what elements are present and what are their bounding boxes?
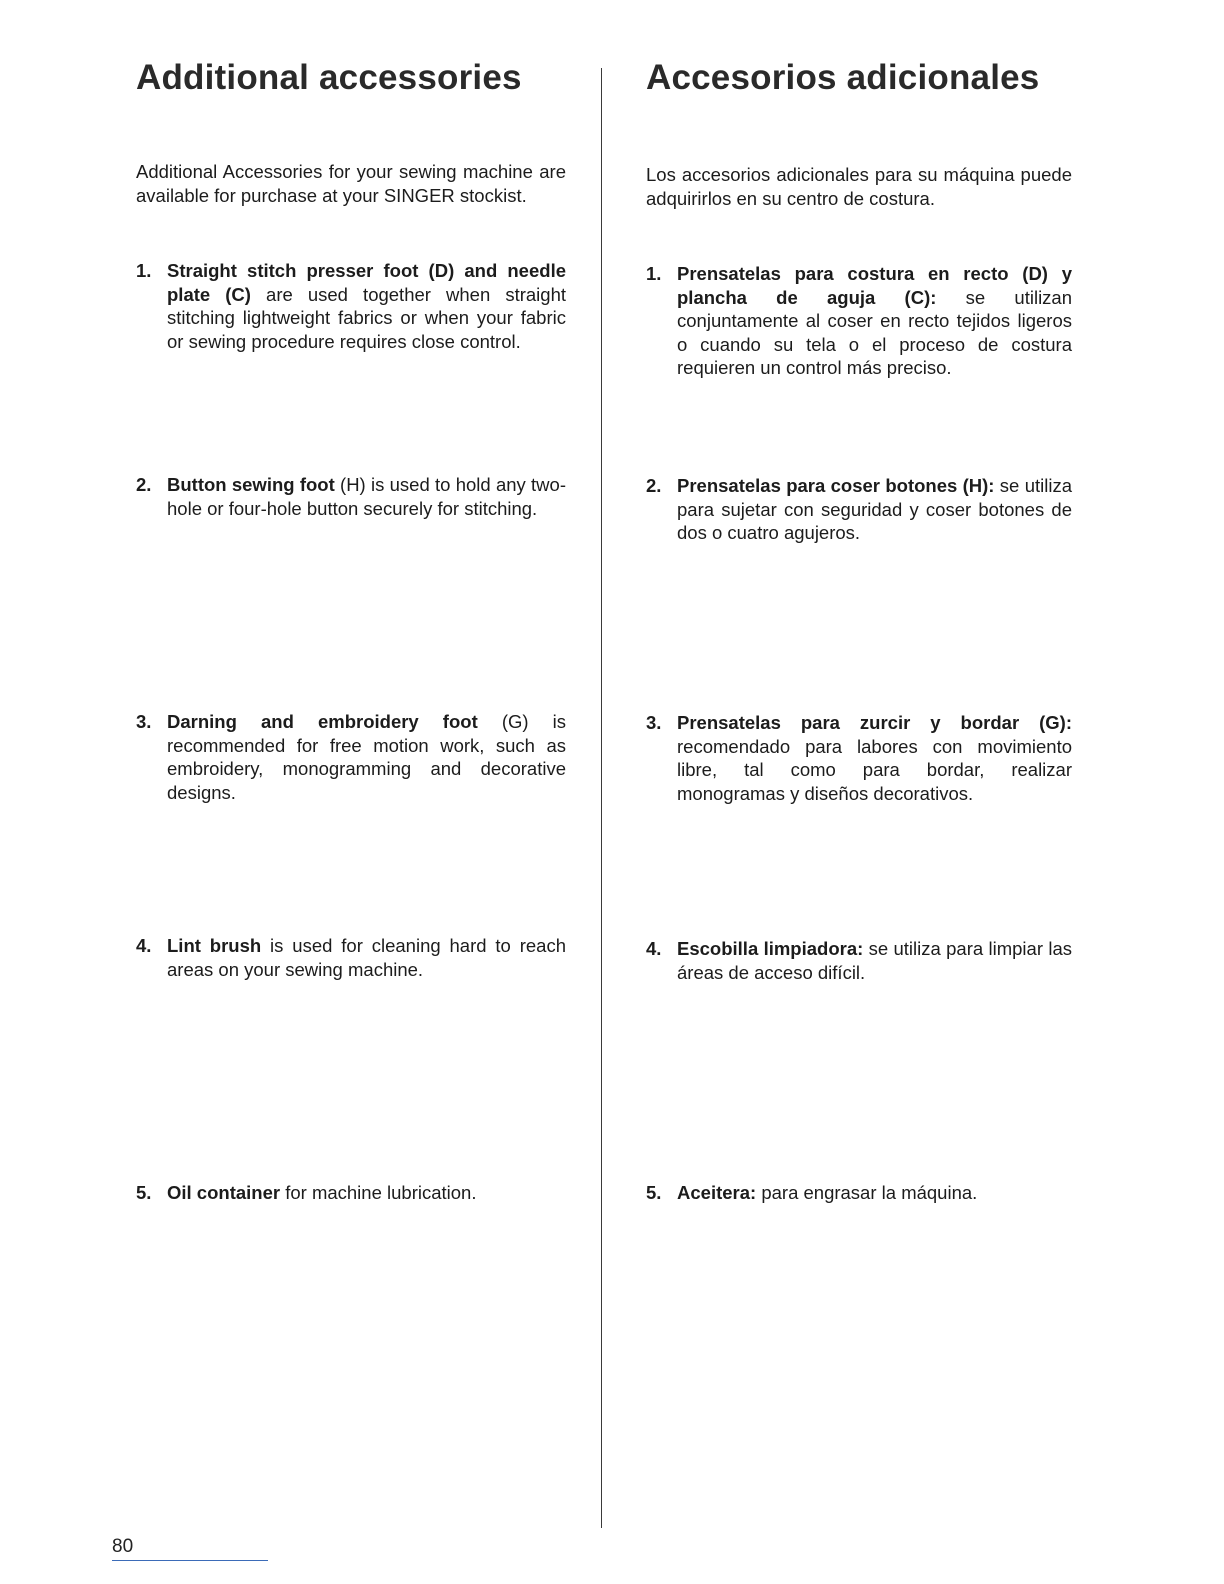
item-text: is used for cleaning hard to reach areas on your sewing machine. (167, 935, 566, 980)
spanish-item-4 (646, 937, 1072, 984)
english-intro: Additional Accessories for your sewing machine are available for purchase at your SINGER stockist. (136, 161, 566, 206)
item-number: 3. (646, 712, 662, 733)
item-number: 3. (136, 711, 152, 732)
spanish-item-5 (646, 1181, 1072, 1205)
page-number-rule (112, 1560, 268, 1561)
english-item-3 (136, 710, 566, 804)
english-item-1 (136, 259, 566, 353)
item-number: 5. (646, 1182, 662, 1203)
item-text: are used together when straight stitching lightweight fabrics or when your fabric or sewing procedure requires close control. (167, 283, 566, 352)
item-number: 1. (136, 260, 152, 281)
spanish-item-1 (646, 262, 1072, 380)
spanish-intro: Los accesorios adicionales para su máquina puede adquirirlos en su centro de costura. (646, 164, 1072, 209)
english-item-5 (136, 1181, 566, 1205)
item-term: Lint brush (167, 935, 262, 956)
english-heading: Additional accessories (136, 58, 522, 97)
item-text: se utiliza para sujetar con seguridad y coser botones de dos o cuatro agujeros. (677, 475, 1072, 543)
item-term: Prensatelas para zurcir y bordar (G): (677, 712, 1072, 733)
spanish-item-2 (646, 474, 1072, 545)
item-text: se utilizan conjuntamente al coser en recto tejidos ligeros o cuando su tela o el proceso de costura requieren un control más preciso. (677, 286, 1073, 378)
item-text: para engrasar la máquina. (756, 1182, 978, 1203)
item-term: Button sewing foot (167, 474, 335, 495)
item-term: Prensatelas para coser botones (H): (677, 475, 995, 496)
item-number: 5. (136, 1182, 152, 1203)
item-term: Prensatelas para costura en recto (D) y plancha de aguja (C): (677, 263, 1072, 308)
item-text: (H) is used to hold any two-hole or four-hole button securely for stitching. (167, 474, 566, 519)
page-number: 80 (112, 1536, 134, 1557)
column-divider (601, 68, 602, 1528)
english-item-2 (136, 473, 566, 520)
item-number: 2. (136, 474, 152, 495)
item-text: for machine lubrication. (280, 1182, 477, 1203)
item-number: 4. (136, 935, 152, 956)
spanish-heading: Accesorios adicionales (646, 58, 1040, 97)
item-term: Darning and embroidery foot (167, 711, 478, 732)
item-number: 2. (646, 475, 662, 496)
item-number: 4. (646, 938, 662, 959)
english-item-4 (136, 934, 566, 981)
item-text: recomendado para labores con movimiento libre, tal como para bordar, realizar monogramas y diseños decorativos. (677, 735, 1072, 804)
item-term: Oil container (167, 1182, 281, 1203)
item-text: (G) is recommended for free motion work, such as embroidery, monogramming and decorative designs. (167, 711, 566, 803)
item-number: 1. (646, 263, 662, 284)
item-text: se utiliza para limpiar las áreas de acceso difícil. (677, 938, 1072, 983)
item-term: Aceitera: (677, 1182, 757, 1203)
item-term: Straight stitch presser foot (D) and needle plate (C) (167, 260, 566, 305)
item-term: Escobilla limpiadora: (677, 938, 864, 959)
spanish-item-3 (646, 711, 1072, 805)
